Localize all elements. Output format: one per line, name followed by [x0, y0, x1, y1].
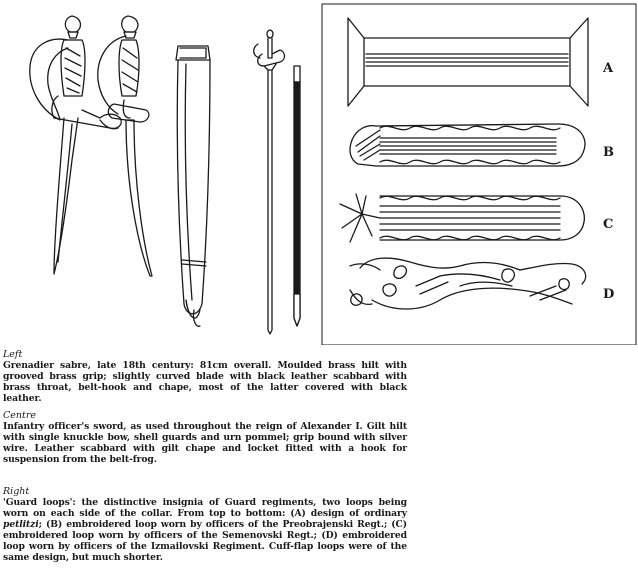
caption-right-text-part2: ; (B) embroidered loop worn by officers of the Preobrajenski Regt.; (C) embroidered loop worn by officers of the Semenovski Regt.; (D) embroidered loop worn by officers of the Izmailovski Regiment. Cuff-flap loops were of the same design, but much shorter. — [3, 519, 407, 564]
caption-centre-heading: Centre — [3, 410, 36, 421]
plate-letter-a: A — [603, 61, 614, 76]
caption-left — [3, 349, 407, 404]
caption-right-text — [3, 497, 407, 564]
small-sword — [254, 30, 285, 334]
infantry-sword — [98, 16, 152, 276]
guard-loop-b — [350, 124, 585, 166]
caption-right — [3, 486, 407, 564]
scabbard — [176, 46, 210, 326]
caption-left-heading: Left — [3, 349, 23, 360]
caption-centre-text: Infantry officer's sword, as used throughout the reign of Alexander I. Gilt hilt with single knuckle bow, shell guards and urn pommel; grip bound with silver wire. Leather scabbard with gilt chape and locket fitted with a hook for suspension from the belt-frog. — [3, 421, 407, 466]
guard-loop-a — [348, 18, 588, 106]
caption-centre — [3, 410, 407, 465]
plate-letter-d: D — [603, 287, 615, 302]
caption-right-heading: Right — [3, 486, 30, 497]
grenadier-sabre — [30, 16, 121, 274]
black-scabbard — [294, 66, 300, 326]
plate-letter-b: B — [603, 145, 614, 160]
guard-loop-c — [340, 194, 584, 242]
guard-loop-d — [350, 258, 586, 309]
caption-right-text-part1: 'Guard loops': the distinctive insignia of Guard regiments, two loops being worn on each side of the collar. From top to bottom: (A) design of ordinary — [3, 497, 407, 520]
plate-letter-c: C — [603, 217, 614, 232]
caption-right-italic-word: petlitzi — [3, 519, 39, 531]
caption-left-text: Grenadier sabre, late 18th century: 81cm overall. Moulded brass hilt with grooved brass grip; slightly curved blade with black leather scabbard with brass throat, belt-hook and chape, most of the latter covered with black leather. — [3, 360, 407, 405]
